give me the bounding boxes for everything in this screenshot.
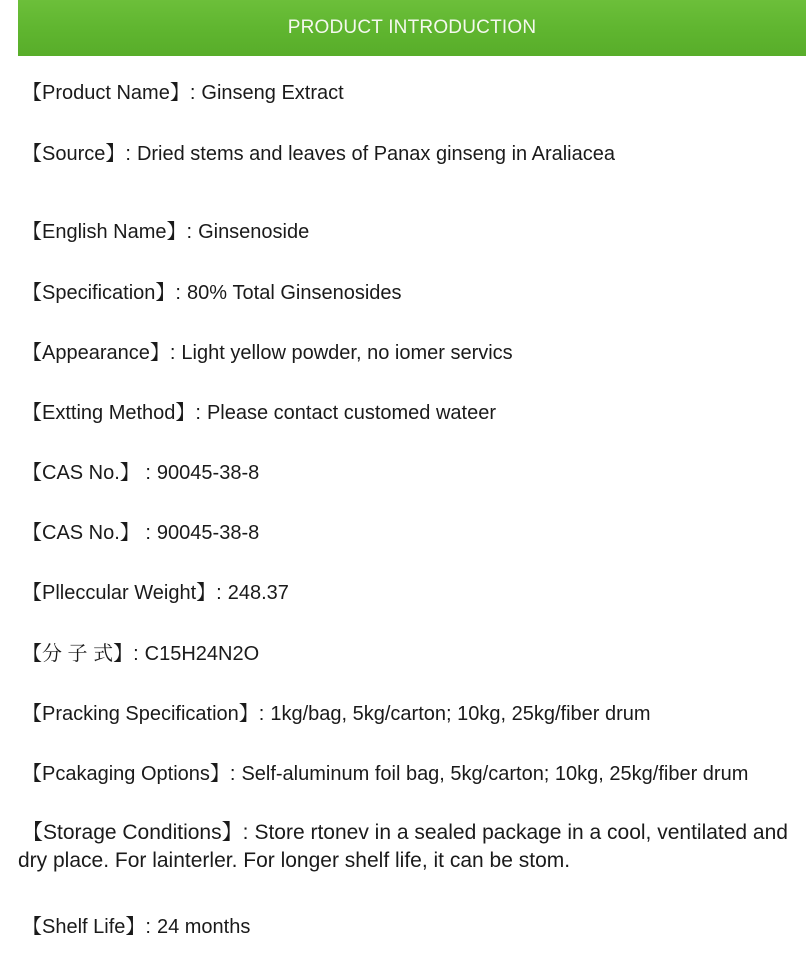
field-label: 【Extting Method】: (22, 402, 201, 424)
field-value: Dried stems and leaves of Panax ginseng in Araliacea (136, 143, 615, 165)
field-molecular-formula (22, 640, 796, 668)
field-label: 【CAS No.】 : (22, 462, 151, 484)
field-packing-specification (22, 700, 796, 728)
field-value: 80% Total Ginsenosides (186, 282, 402, 304)
field-label: 【CAS No.】 : (22, 522, 151, 544)
field-label: 【Shelf Life】: (22, 916, 151, 938)
field-value: 1kg/bag, 5kg/carton; 10kg, 25kg/fiber drum (270, 703, 651, 725)
field-label: 【Plleccular Weight】: (22, 582, 222, 604)
field-shelf-life (22, 913, 796, 941)
field-extracting-method (22, 399, 796, 427)
field-label: 【Storage Conditions】: (22, 821, 249, 844)
field-storage-conditions (18, 819, 796, 875)
field-label: 【Pracking Specification】: (22, 703, 265, 725)
field-appearance (22, 339, 796, 367)
field-label: 【Source】: (22, 143, 131, 165)
field-value: Store rtonev in a sealed package in a cool, ventilated and dry place. For lainterler. For longer shelf life, it can be stom. (18, 821, 788, 872)
field-specification (22, 279, 796, 307)
field-label: 【Product Name】: (22, 82, 196, 104)
section-title: PRODUCT INTRODUCTION (287, 17, 537, 38)
field-cas-no (22, 519, 796, 547)
field-value: 90045-38-8 (156, 462, 260, 484)
field-english-name (22, 218, 796, 246)
field-value: Ginsenoside (198, 221, 310, 243)
field-value: Ginseng Extract (201, 82, 344, 104)
field-value: C15H24N2O (144, 643, 260, 665)
field-value: 90045-38-8 (156, 522, 260, 544)
field-label: 【分 子 式】: (22, 643, 139, 665)
field-molecular-weight (22, 579, 796, 607)
field-source (22, 140, 796, 168)
field-product-name (22, 79, 796, 107)
field-value: Please contact customed wateer (206, 402, 497, 424)
field-label: 【Pcakaging Options】: (22, 763, 236, 785)
field-packaging-options (22, 760, 796, 788)
field-cas-no (22, 459, 796, 487)
section-header-banner (18, 0, 806, 56)
field-value: Light yellow powder, no iomer servics (181, 342, 513, 364)
field-label: 【English Name】: (22, 221, 193, 243)
field-value: 24 months (156, 916, 251, 938)
field-label: 【Appearance】: (22, 342, 176, 364)
field-value: 248.37 (227, 582, 289, 604)
field-label: 【Specification】: (22, 282, 181, 304)
field-value: Self-aluminum foil bag, 5kg/carton; 10kg, 25kg/fiber drum (241, 763, 749, 785)
